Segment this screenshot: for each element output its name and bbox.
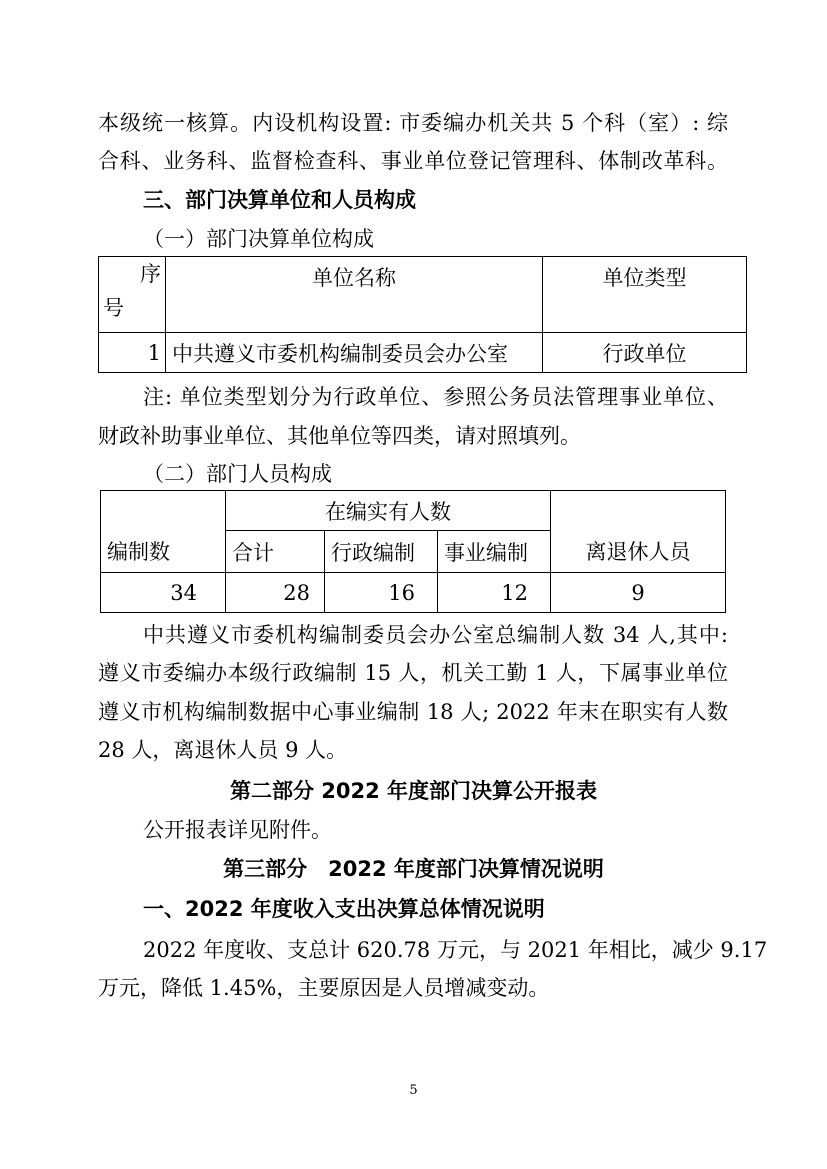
paragraph-line: 本级统一核算。内设机构设置: 市委编办机关共 5 个科（室）: 综 bbox=[98, 111, 728, 135]
paragraph-line: 公开报表详见附件。 bbox=[143, 818, 332, 842]
page-number: 5 bbox=[409, 1083, 418, 1098]
cell-inst: 12 bbox=[438, 573, 551, 613]
paragraph-line: 万元，降低 1.45%，主要原因是人员增减变动。 bbox=[98, 976, 550, 1000]
part3-title: 第三部分 2022 年度部门决算情况说明 bbox=[223, 857, 604, 881]
header-seq-top: 序 bbox=[140, 262, 161, 286]
cell-total: 28 bbox=[226, 573, 325, 613]
subsection-heading: （一）部门决算单位构成 bbox=[143, 227, 374, 251]
row-unit-type: 行政单位 bbox=[543, 333, 747, 373]
paragraph-line: 28 人，离退休人员 9 人。 bbox=[98, 738, 348, 762]
paragraph-text: 2022 年度收、支总计 620.78 万元，与 2021 年相比，减少 9.17 bbox=[143, 938, 768, 962]
header-seq-bottom: 号 bbox=[103, 296, 124, 320]
header-quota: 编制数 bbox=[101, 491, 226, 573]
part2-title: 第二部分 2022 年度部门决算公开报表 bbox=[229, 779, 598, 803]
paragraph-line: 遵义市机构编制数据中心事业编制 18 人; 2022 年末在职实有人数 bbox=[98, 700, 728, 724]
row-unit-name: 中共遵义市委机构编制委员会办公室 bbox=[166, 333, 543, 373]
cell-quota: 34 bbox=[101, 573, 226, 613]
row-seq: 1 bbox=[99, 333, 166, 373]
paragraph-line: 遵义市委编办本级行政编制 15 人，机关工勤 1 人，下属事业单位 bbox=[98, 661, 728, 685]
header-inst: 事业编制 bbox=[438, 531, 551, 573]
paragraph-line: 合科、业务科、监督检查科、事业单位登记管理科、体制改革科。 bbox=[98, 149, 728, 173]
header-unit-type: 单位类型 bbox=[543, 257, 747, 333]
header-admin: 行政编制 bbox=[325, 531, 438, 573]
header-group: 在编实有人数 bbox=[226, 491, 551, 531]
paragraph-line bbox=[143, 619, 728, 651]
staff-composition-table bbox=[100, 490, 726, 613]
section-heading: 一、2022 年度收入支出决算总体情况说明 bbox=[143, 897, 545, 921]
header-total: 合计 bbox=[226, 531, 325, 573]
header-unit-name: 单位名称 bbox=[166, 257, 543, 333]
section-heading: 三、部门决算单位和人员构成 bbox=[143, 188, 416, 212]
note-line: 财政补助事业单位、其他单位等四类，请对照填列。 bbox=[98, 424, 581, 448]
paragraph-line bbox=[143, 934, 768, 966]
note-line bbox=[143, 381, 728, 413]
unit-composition-table bbox=[98, 256, 747, 373]
note-text: 注: 单位类型划分为行政单位、参照公务员法管理事业单位、 bbox=[143, 385, 728, 409]
subsection-heading: （二）部门人员构成 bbox=[143, 462, 332, 486]
header-retired: 离退休人员 bbox=[551, 491, 726, 573]
cell-admin: 16 bbox=[325, 573, 438, 613]
header-seq-cell bbox=[99, 257, 166, 333]
cell-retired: 9 bbox=[551, 573, 726, 613]
paragraph-text: 中共遵义市委机构编制委员会办公室总编制人数 34 人,其中: bbox=[143, 623, 728, 647]
